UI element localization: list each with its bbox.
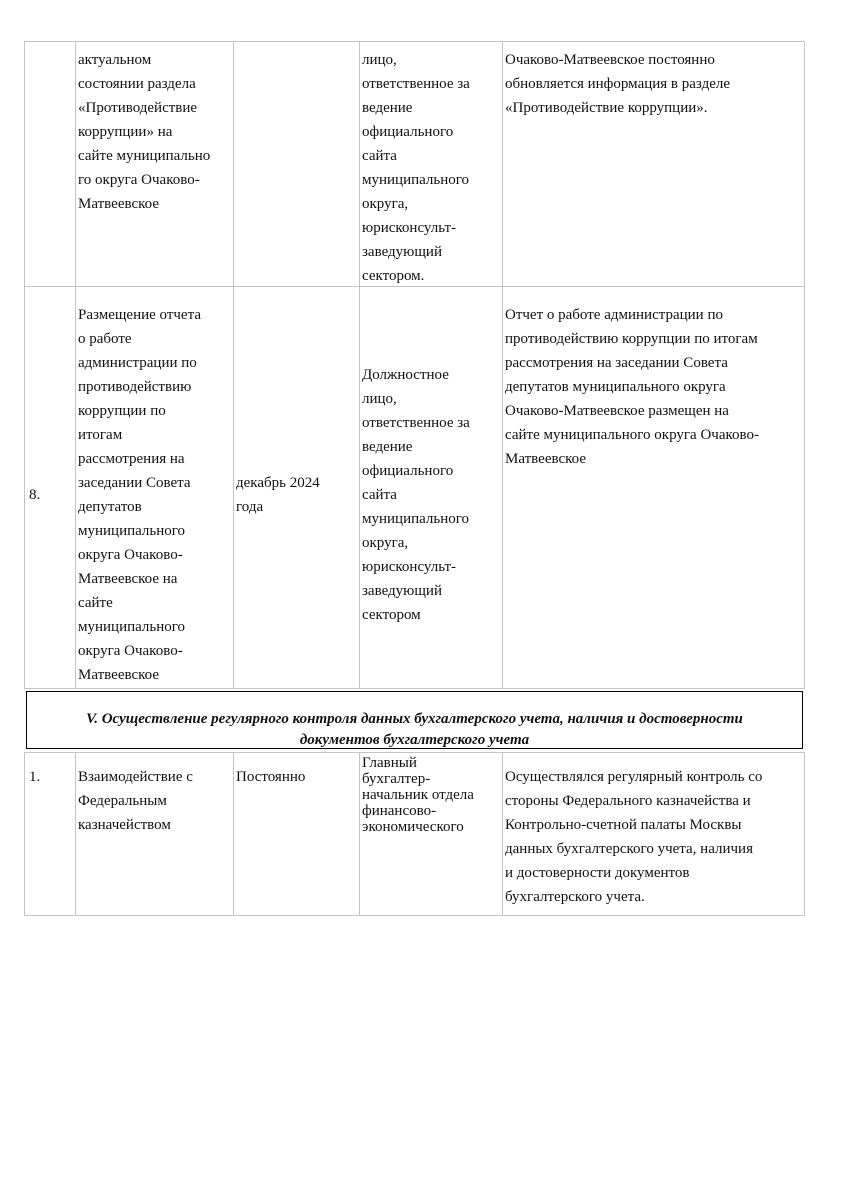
row-number: 1. [29,769,41,785]
result-cell: Отчет о работе администрации по противодействию коррупции по итогам рассмотрения на заседании Совета депутатов муниципального округа Очаково-Матвеевское размещен на сайте муниципального округа Очаково- Матвеевское [505,307,759,467]
responsible-cell: Главный бухгалтер- начальник отдела финансово- экономического [362,755,474,835]
column-divider [502,287,503,688]
table-row [24,287,805,689]
table-row [24,41,805,287]
anticorruption-plan-table [24,41,805,916]
column-divider [502,753,503,915]
term-cell: Постоянно [236,769,306,785]
responsible-cell: Должностное лицо, ответственное за ведение официального сайта муниципального округа, юрисконсульт- заведующий сектором [362,367,470,623]
column-divider [233,753,234,915]
row-number: 8. [29,487,41,503]
section-header [26,691,803,749]
event-cell: Взаимодействие с Федеральным казначейством [78,769,193,833]
column-divider [359,42,360,286]
column-divider [233,287,234,688]
column-divider [359,287,360,688]
result-cell: Очаково-Матвеевское постоянно обновляется информация в разделе «Противодействие коррупции». [505,52,731,116]
column-divider [502,42,503,286]
column-divider [359,753,360,915]
result-cell: Осуществлялся регулярный контроль со стороны Федерального казначейства и Контрольно-счетной палаты Москвы данных бухгалтерского учета, наличия и достоверности документов бухгалтерского учета. [505,769,763,905]
column-divider [75,287,76,688]
event-cell: актуальном состоянии раздела «Противодействие коррупции» на сайте муниципально го округа Очаково- Матвеевское [78,52,211,212]
term-cell: декабрь 2024 года [236,475,320,515]
table-row [24,752,805,916]
column-divider [75,753,76,915]
event-cell: Размещение отчета о работе администрации по противодействию коррупции по итогам рассмотрения на заседании Совета депутатов муниципального округа Очаково- Матвеевское на сайте муниципального округа Очаково- Матвеевское [78,307,201,683]
column-divider [75,42,76,286]
column-divider [233,42,234,286]
responsible-cell: лицо, ответственное за ведение официального сайта муниципального округа, юрисконсульт- заведующий сектором. [362,52,470,284]
section-title: V. Осуществление регулярного контроля данных бухгалтерского учета, наличия и достоверности документов бухгалтерского учета [86,711,743,748]
